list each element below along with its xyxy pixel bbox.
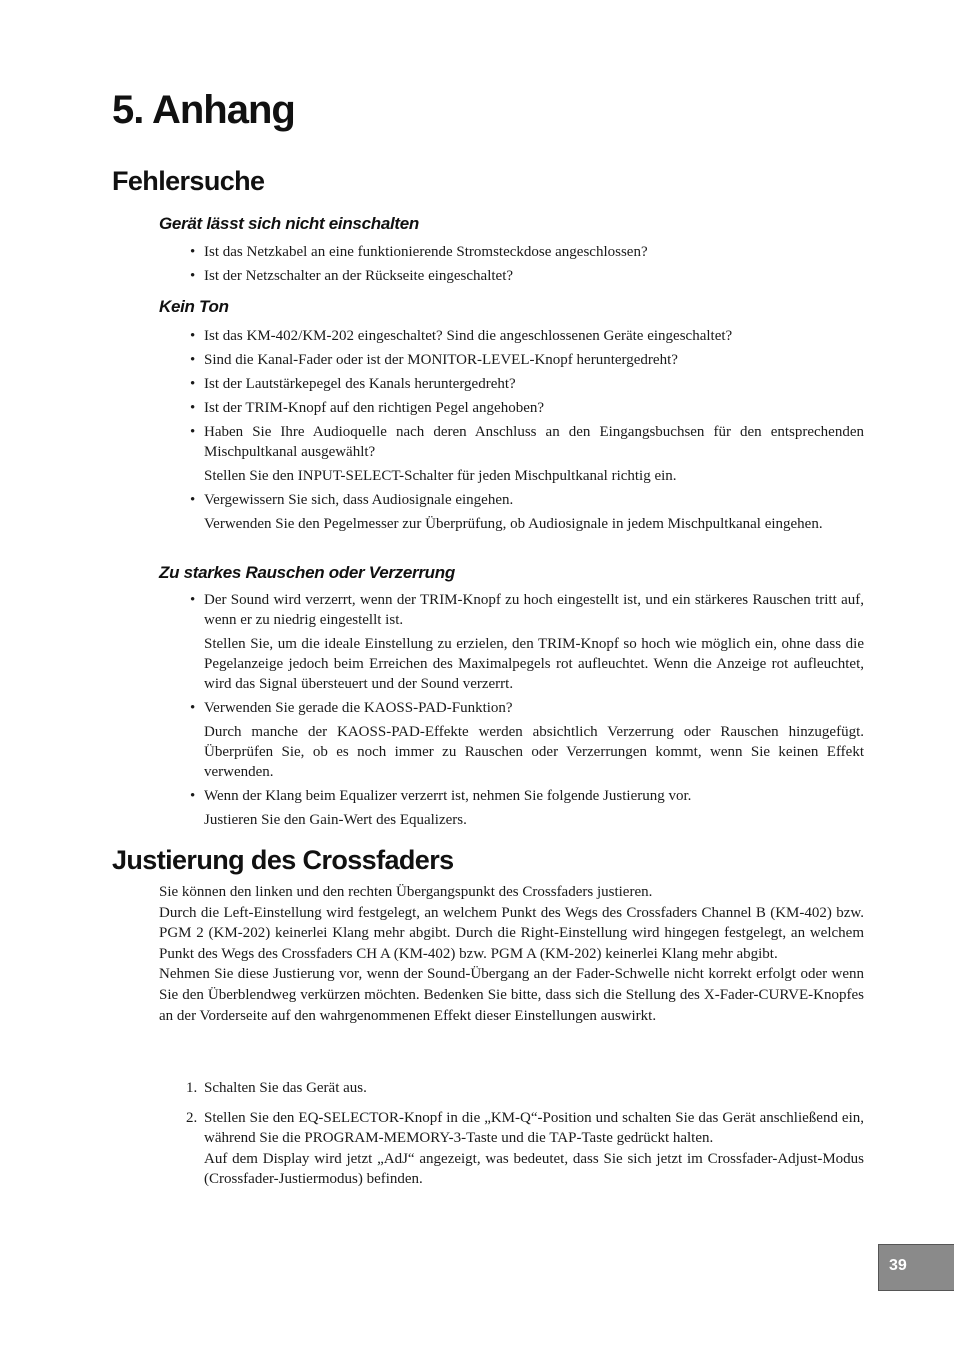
list-item: • Ist das KM-402/KM-202 eingeschaltet? Sind die angeschlossenen Geräte eingeschaltet? — [190, 328, 733, 344]
bullet: • — [190, 352, 196, 368]
page-number: 39 — [889, 1257, 907, 1274]
section-heading-crossfader: Justierung des Crossfaders — [112, 845, 454, 875]
step-text: Stellen Sie den EQ-SELECTOR-Knopf in die „KM-Q“-Position und schalten Sie das Gerät anschließend ein, während Sie die PROGRAM-MEMORY-3-Taste und die TAP-Taste gedrückt halten. — [204, 1109, 864, 1147]
bullet: • — [190, 592, 196, 608]
bullet: • — [190, 328, 196, 344]
list-item: • Ist der TRIM-Knopf auf den richtigen Pegel angehoben? — [190, 400, 545, 416]
step-number: 2. — [186, 1109, 198, 1126]
list-item: • Verwenden Sie gerade die KAOSS-PAD-Funktion? — [190, 700, 513, 716]
step-item — [186, 1108, 864, 1190]
list-no-sound — [186, 326, 864, 538]
subheading-no-power: Gerät lässt sich nicht einschalten — [159, 214, 420, 233]
list-note: Justieren Sie den Gain-Wert des Equalizers. — [204, 812, 467, 828]
bullet: • — [190, 244, 196, 260]
step-item — [186, 1078, 864, 1099]
list-note: Stellen Sie den INPUT-SELECT-Schalter für jeden Mischpultkanal richtig ein. — [204, 468, 677, 484]
list-item: • Ist der Netzschalter an der Rückseite eingeschaltet? — [190, 268, 514, 284]
bullet: • — [190, 376, 196, 392]
bullet: • — [190, 700, 196, 716]
subheading-noise-distortion: Zu starkes Rauschen oder Verzerrung — [159, 563, 455, 582]
section-heading-fehlersuche: Fehlersuche — [112, 166, 265, 196]
step-text: Schalten Sie das Gerät aus. — [204, 1080, 367, 1096]
step-note: Auf dem Display wird jetzt „AdJ“ angezeigt, was bedeutet, dass Sie sich jetzt im Crossfader-Adjust-Modus (Crossfader-Justiermodus) befinden. — [204, 1150, 864, 1188]
list-item: • Sind die Kanal-Fader oder ist der MONITOR-LEVEL-Knopf heruntergedreht? — [190, 352, 678, 368]
crossfader-intro — [159, 882, 864, 1026]
paragraph: Durch die Left-Einstellung wird festgelegt, an welchem Punkt des Wegs des Crossfaders Channel B (KM-402) bzw. PGM 2 (KM-202) keinerlei Klang mehr abgibt. Durch die Right-Einstellung wird hingegen festgelegt, an welchem Punkt des Wegs des Crossfaders CH A (KM-402) bzw. PGM A (KM-202) keinerlei Klang mehr abgibt. — [159, 904, 864, 962]
list-item: • Ist das Netzkabel an eine funktionierende Stromsteckdose angeschlossen? — [190, 244, 648, 260]
page-title: 5. Anhang — [112, 88, 295, 132]
bullet: • — [190, 424, 196, 440]
bullet: • — [190, 400, 196, 416]
bullet: • — [190, 788, 196, 804]
list-item: • Der Sound wird verzerrt, wenn der TRIM-Knopf zu hoch eingestellt ist, und ein stärkeres Rauschen tritt auf, wenn er zu niedrig eingestellt ist. — [190, 592, 864, 628]
list-note: Stellen Sie, um die ideale Einstellung zu erzielen, den TRIM-Knopf so hoch wie möglich ein, ohne dass die Pegelanzeige jedoch beim Erreichen des Maximalpegels rot aufleuchtet. Wenn die Anzeige rot aufleuchtet, wird das Signal übersteuert und der Sound verzerrt. — [204, 636, 864, 692]
list-item: • Wenn der Klang beim Equalizer verzerrt ist, nehmen Sie folgende Justierung vor. — [190, 788, 692, 804]
page-number-tab — [878, 1244, 954, 1291]
list-note: Verwenden Sie den Pegelmesser zur Überprüfung, ob Audiosignale in jedem Mischpultkanal eingehen. — [204, 516, 823, 532]
paragraph: Nehmen Sie diese Justierung vor, wenn der Sound-Übergang an der Fader-Schwelle nicht korrekt erfolgt oder wenn Sie den Überblendweg verkürzen möchten. Bedenken Sie bitte, dass sich die Stellung des X-Fader-CURVE-Knopfes an der Vorderseite auf den wahrgenommenen Effekt dieser Einstellungen auswirkt. — [159, 966, 864, 1024]
list-item: • Haben Sie Ihre Audioquelle nach deren Anschluss an den Eingangsbuchsen für den entsprechenden Mischpultkanal ausgewählt? — [190, 424, 864, 460]
list-item: • Vergewissern Sie sich, dass Audiosignale eingehen. — [190, 492, 514, 508]
subheading-no-sound: Kein Ton — [159, 297, 229, 316]
list-noise-distortion — [186, 590, 864, 834]
crossfader-steps — [186, 1078, 864, 1199]
list-no-power — [186, 242, 864, 290]
list-note: Durch manche der KAOSS-PAD-Effekte werden absichtlich Verzerrung oder Rauschen hinzugefügt. Überprüfen Sie, ob es noch immer zu Rauschen oder Verzerrungen kommt, wenn Sie keinen Effekt verwenden. — [204, 724, 864, 780]
list-item: • Ist der Lautstärkepegel des Kanals heruntergedreht? — [190, 376, 516, 392]
paragraph: Sie können den linken und den rechten Übergangspunkt des Crossfaders justieren. — [159, 884, 653, 900]
bullet: • — [190, 492, 196, 508]
step-number: 1. — [186, 1080, 198, 1096]
bullet: • — [190, 268, 196, 284]
